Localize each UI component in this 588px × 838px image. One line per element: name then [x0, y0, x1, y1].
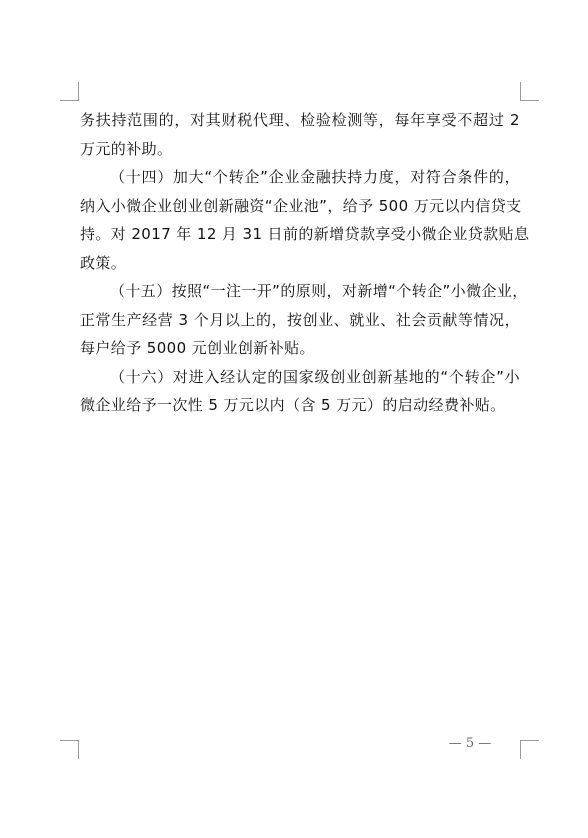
document-body [80, 106, 530, 420]
paragraph-15-start: （十五）按照“一注一开”的原则，对新增“个转企”小微企业， [110, 282, 528, 300]
crop-mark-top-right [520, 82, 539, 101]
paragraph-14-start: （十四）加大“个转企”企业金融扶持力度，对符合条件的， [110, 168, 520, 186]
text-line: 务扶持范围的，对其财税代理、检验检测等，每年享受不超过 2 [80, 111, 520, 129]
text-line: 万元的补助。 [80, 139, 173, 158]
text-line: 正常生产经营 3 个月以上的，按创业、就业、社会贡献等情况， [80, 310, 520, 329]
text-line: 持。对 2017 年 12 月 31 日前的新增贷款享受小微企业贷款贴息 [80, 225, 530, 243]
page-number: — 5 — [448, 736, 492, 751]
crop-mark-bottom-right [520, 740, 539, 759]
text-line: 微企业给予一次性 5 万元以内（含 5 万元）的启动经费补贴。 [80, 396, 506, 414]
paragraph-16-start: （十六）对进入经认定的国家级创业创新基地的“个转企”小 [110, 367, 520, 386]
crop-mark-bottom-left [60, 740, 79, 759]
text-line: 政策。 [80, 253, 127, 272]
text-line: 纳入小微企业创业创新融资“企业池”，给予 500 万元以内信贷支 [80, 196, 522, 215]
text-line: 每户给予 5000 元创业创新补贴。 [80, 339, 315, 357]
crop-mark-top-left [60, 82, 79, 101]
